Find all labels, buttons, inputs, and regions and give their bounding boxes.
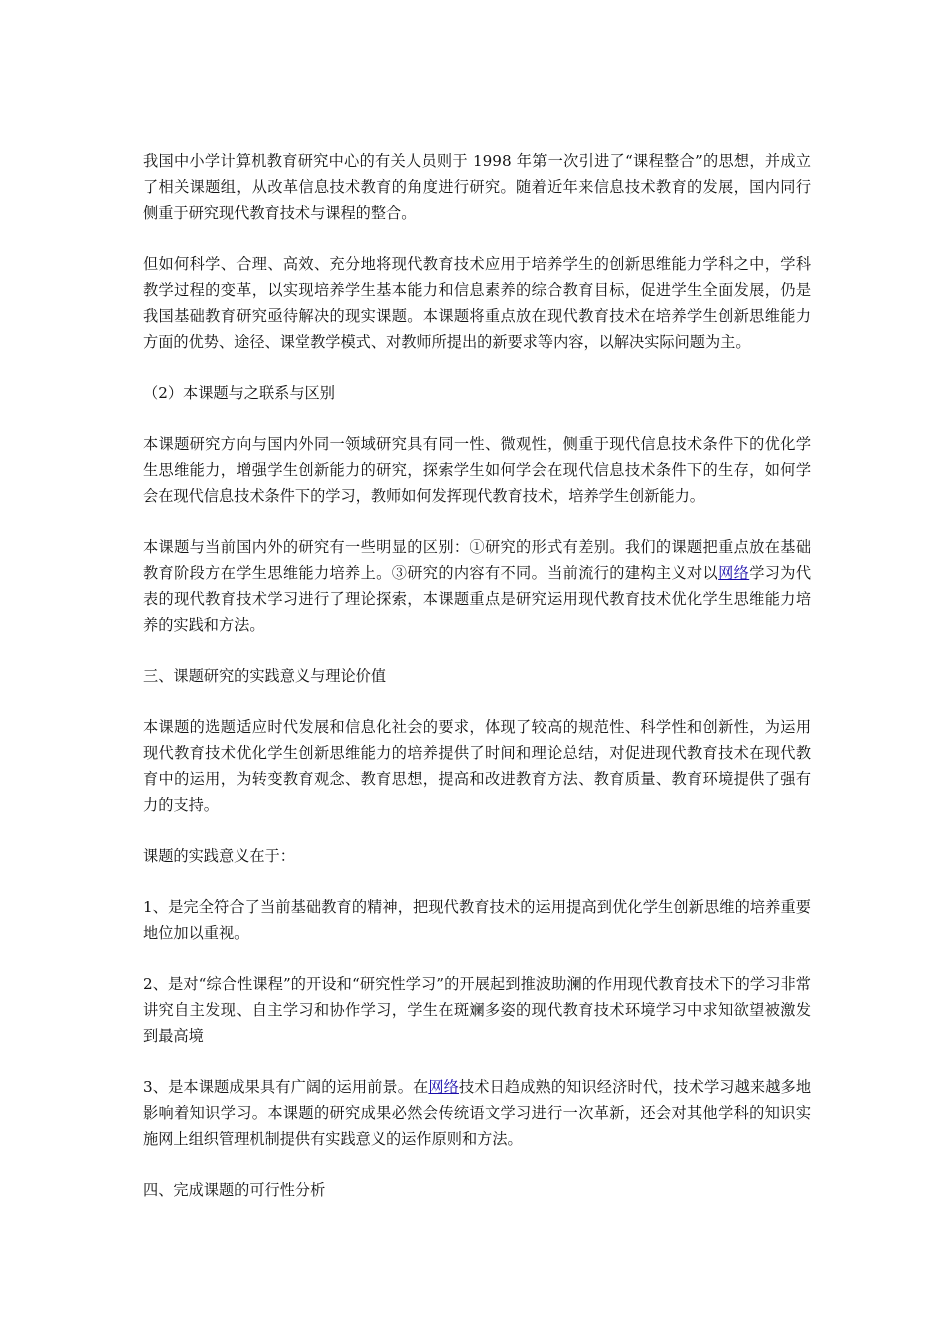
section-heading-practical-significance: 三、课题研究的实践意义与理论价值 — [143, 667, 386, 685]
paragraph-text: 技术日趋成熟的知识经济时代，技术学习越来越多地影响着知识学习。本课题的研究成果必然会传统语文学习进行一次革新，还会对其他学科的知识实施网上组织管理机制提供有实践意义的运作原则和方法。 — [143, 1078, 812, 1148]
section-heading-feasibility: 四、完成课题的可行性分析 — [143, 1181, 326, 1199]
paragraph-research-differences — [143, 534, 811, 638]
paragraph-text: 学习为代表的现代教育技术学习进行了理论探索，本课题重点是研究运用现代教育技术优化学生思维能力培养的实践和方法。 — [143, 564, 812, 634]
list-item-1: 1、是完全符合了当前基础教育的精神，把现代教育技术的运用提高到优化学生创新思维的培养重要地位加以重视。 — [143, 898, 811, 942]
paragraph-research-problem: 但如何科学、合理、高效、充分地将现代教育技术应用于培养学生的创新思维能力学科之中，学科教学过程的变革，以实现培养学生基本能力和信息素养的综合教育目标，促进学生全面发展，仍是我国基础教育研究亟待解决的现实课题。本课题将重点放在现代教育技术在培养学生创新思维能力方面的优势、途径、课堂教学模式、对教师所提出的新要求等内容，以解决实际问题为主。 — [143, 255, 811, 351]
paragraph-curriculum-integration-history: 我国中小学计算机教育研究中心的有关人员则于 1998 年第一次引进了“课程整合”的思想，并成立了相关课题组，从改革信息技术教育的角度进行研究。随着近年来信息技术教育的发展，国内同行侧重于研究现代教育技术与课程的整合。 — [143, 152, 811, 222]
network-link[interactable]: 网络 — [428, 1078, 459, 1096]
paragraph-text: 本课题与当前国内外的研究有一些明显的区别：①研究的形式有差别。我们的课题把重点放在基础教育阶段方在学生思维能力培养上。③研究的内容有不同。当前流行的建构主义对以 — [143, 538, 811, 582]
document-body — [143, 148, 811, 1228]
list-item-3 — [143, 1074, 811, 1152]
paragraph-research-direction: 本课题研究方向与国内外同一领域研究具有同一性、微观性，侧重于现代信息技术条件下的优化学生思维能力，增强学生创新能力的研究，探索学生如何学会在现代信息技术条件下的生存，如何学会在现代信息技术条件下的学习，教师如何发挥现代教育技术，培养学生创新能力。 — [143, 435, 811, 505]
paragraph-text: 3、是本课题成果具有广阔的运用前景。在 — [143, 1078, 429, 1096]
paragraph-practical-meaning-intro: 课题的实践意义在于： — [143, 847, 295, 865]
list-item-2: 2、是对“综合性课程”的开设和“研究性学习”的开展起到推波助澜的作用现代教育技术下的学习非常讲究自主发现、自主学习和协作学习，学生在斑斓多姿的现代教育技术环境学习中求知欲望被激发到最高境 — [143, 975, 811, 1045]
section-heading-relation-distinction: （2）本课题与之联系与区别 — [143, 384, 335, 402]
paragraph-topic-value: 本课题的选题适应时代发展和信息化社会的要求，体现了较高的规范性、科学性和创新性，为运用现代教育技术优化学生创新思维能力的培养提供了时间和理论总结，对促进现代教育技术在现代教育中的运用，为转变教育观念、教育思想，提高和改进教育方法、教育质量、教育环境提供了强有力的支持。 — [143, 718, 811, 814]
network-link[interactable]: 网络 — [718, 564, 750, 582]
